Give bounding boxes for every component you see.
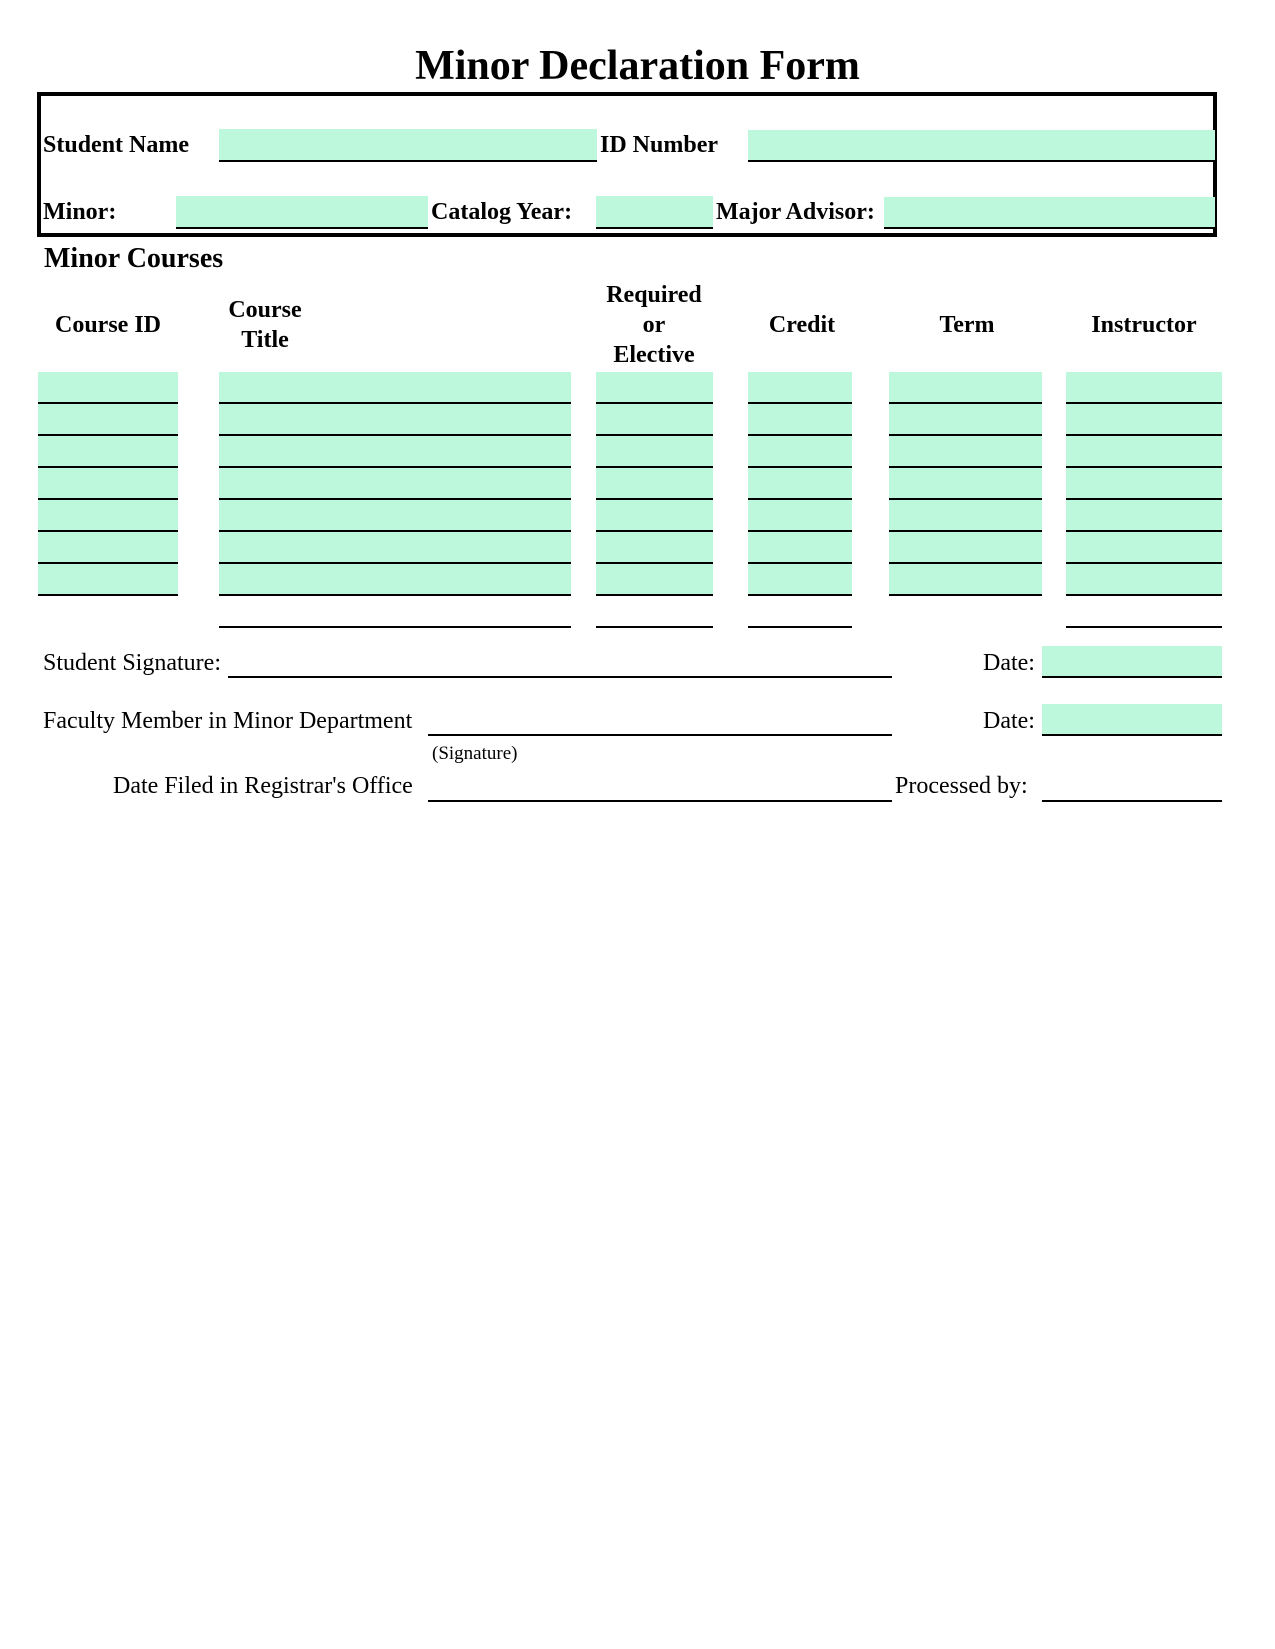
student-signature-label: Student Signature: xyxy=(43,650,221,676)
header-course-title-line-1: Course xyxy=(228,297,302,323)
registrar-date-filed-line[interactable] xyxy=(428,770,892,802)
header-course-id: Course ID xyxy=(55,312,161,338)
student-name-field[interactable] xyxy=(219,129,597,162)
instructor-cell[interactable] xyxy=(1066,436,1222,468)
instructor-cell[interactable] xyxy=(1066,404,1222,436)
instructor-cell[interactable] xyxy=(1066,564,1222,596)
header-required-line-3: Elective xyxy=(613,342,695,368)
header-instructor: Instructor xyxy=(1091,312,1197,338)
course-id-cell[interactable] xyxy=(38,372,178,404)
course-title-cell[interactable] xyxy=(219,404,571,436)
minor-label: Minor: xyxy=(43,199,117,225)
term-cell[interactable] xyxy=(889,468,1042,500)
course-title-cell[interactable] xyxy=(219,468,571,500)
required-or-elective-cell[interactable] xyxy=(596,500,713,532)
faculty-date-field[interactable] xyxy=(1042,704,1222,736)
column-credit xyxy=(748,372,852,628)
header-required-line-1: Required xyxy=(606,282,702,308)
credit-cell[interactable] xyxy=(748,436,852,468)
catalog-year-field[interactable] xyxy=(596,196,713,229)
instructor-total-line[interactable] xyxy=(1066,596,1222,628)
credit-cell[interactable] xyxy=(748,500,852,532)
processed-by-line[interactable] xyxy=(1042,770,1222,802)
term-cell[interactable] xyxy=(889,564,1042,596)
instructor-cell[interactable] xyxy=(1066,372,1222,404)
credit-cell[interactable] xyxy=(748,404,852,436)
required-or-elective-cell[interactable] xyxy=(596,564,713,596)
instructor-cell[interactable] xyxy=(1066,532,1222,564)
term-cell[interactable] xyxy=(889,532,1042,564)
course-id-cell[interactable] xyxy=(38,500,178,532)
course-title-total-line[interactable] xyxy=(219,596,571,628)
faculty-signature-line[interactable] xyxy=(428,704,892,736)
minor-field[interactable] xyxy=(176,196,428,229)
student-date-label: Date: xyxy=(983,650,1035,676)
registrar-date-filed-label: Date Filed in Registrar's Office xyxy=(113,773,413,799)
page-title: Minor Declaration Form xyxy=(415,43,860,89)
major-advisor-label: Major Advisor: xyxy=(716,199,875,225)
column-instructor xyxy=(1066,372,1222,628)
credit-cell[interactable] xyxy=(748,532,852,564)
student-date-field[interactable] xyxy=(1042,646,1222,678)
course-title-cell[interactable] xyxy=(219,564,571,596)
student-name-label: Student Name xyxy=(43,132,190,158)
required-or-elective-cell[interactable] xyxy=(596,532,713,564)
course-id-cell[interactable] xyxy=(38,564,178,596)
id-number-field[interactable] xyxy=(748,130,1215,162)
section-title-minor-courses: Minor Courses xyxy=(44,243,224,274)
course-title-cell[interactable] xyxy=(219,532,571,564)
required-or-elective-cell[interactable] xyxy=(596,372,713,404)
faculty-member-label: Faculty Member in Minor Department xyxy=(43,708,413,734)
term-cell[interactable] xyxy=(889,404,1042,436)
instructor-cell[interactable] xyxy=(1066,468,1222,500)
term-cell[interactable] xyxy=(889,372,1042,404)
course-id-cell[interactable] xyxy=(38,468,178,500)
course-title-cell[interactable] xyxy=(219,500,571,532)
header-course-title xyxy=(200,295,330,355)
required-or-elective-cell[interactable] xyxy=(596,404,713,436)
required-or-elective-cell[interactable] xyxy=(596,468,713,500)
header-course-title-line-2: Title xyxy=(241,327,289,353)
header-credit: Credit xyxy=(768,312,836,338)
major-advisor-field[interactable] xyxy=(884,197,1215,229)
credit-cell[interactable] xyxy=(748,564,852,596)
column-term xyxy=(889,372,1042,596)
catalog-year-label: Catalog Year: xyxy=(431,199,573,225)
required-or-elective-total-line[interactable] xyxy=(596,596,713,628)
processed-by-label: Processed by: xyxy=(895,773,1028,799)
credit-cell[interactable] xyxy=(748,372,852,404)
credit-cell[interactable] xyxy=(748,468,852,500)
header-term: Term xyxy=(939,312,995,338)
term-cell[interactable] xyxy=(889,436,1042,468)
student-signature-line[interactable] xyxy=(228,646,892,678)
course-title-cell[interactable] xyxy=(219,372,571,404)
header-required-or-elective xyxy=(586,280,722,370)
credit-total-line[interactable] xyxy=(748,596,852,628)
faculty-signature-caption: (Signature) xyxy=(432,743,518,764)
required-or-elective-cell[interactable] xyxy=(596,436,713,468)
course-title-cell[interactable] xyxy=(219,436,571,468)
column-course-id xyxy=(38,372,178,596)
faculty-date-label: Date: xyxy=(983,708,1035,734)
id-number-label: ID Number xyxy=(600,132,718,158)
column-required-or-elective xyxy=(596,372,713,628)
course-id-cell[interactable] xyxy=(38,532,178,564)
term-cell[interactable] xyxy=(889,500,1042,532)
column-course-title xyxy=(219,372,571,628)
instructor-cell[interactable] xyxy=(1066,500,1222,532)
course-id-cell[interactable] xyxy=(38,404,178,436)
course-id-cell[interactable] xyxy=(38,436,178,468)
header-required-line-2: or xyxy=(642,312,666,338)
